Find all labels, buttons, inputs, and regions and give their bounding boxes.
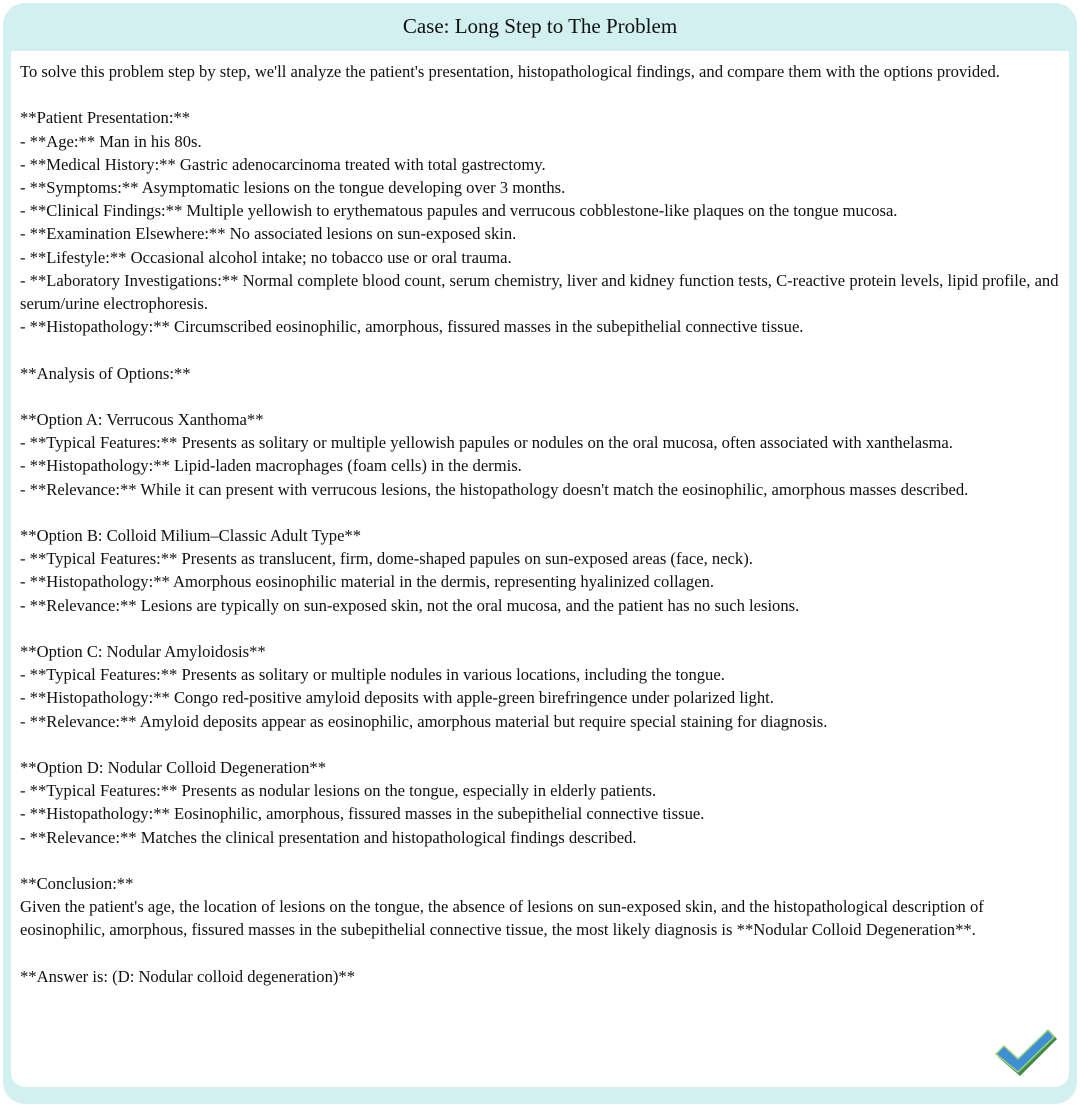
presentation-item-lifestyle: - **Lifestyle:** Occasional alcohol intake; no tobacco use or oral trauma. bbox=[20, 247, 512, 267]
spacer bbox=[20, 733, 1061, 756]
case-title: Case: Long Step to The Problem bbox=[402, 13, 678, 38]
spacer bbox=[20, 501, 1061, 524]
option-c-item: - **Typical Features:** Presents as solitary or multiple nodules in various locations, including the tongue. bbox=[20, 665, 725, 685]
option-c-item: - **Relevance:** Amyloid deposits appear as eosinophilic, amorphous material but require special staining for diagnosis. bbox=[20, 711, 828, 731]
option-c-item: - **Histopathology:** Congo red-positive amyloid deposits with apple-green birefringence under polarized light. bbox=[20, 688, 774, 708]
option-b-heading: **Option B: Colloid Milium–Classic Adult Type** bbox=[20, 526, 362, 545]
spacer bbox=[20, 338, 1061, 361]
option-d-item: - **Typical Features:** Presents as nodular lesions on the tongue, especially in elderly patients. bbox=[20, 781, 657, 801]
presentation-item-laboratory: - **Laboratory Investigations:** Normal complete blood count, serum chemistry, liver and kidney function tests, C-reactive protein levels, lipid profile, and serum/urine electrophoresis. bbox=[20, 270, 1059, 314]
spacer bbox=[20, 83, 1061, 106]
checkmark-icon bbox=[993, 1027, 1059, 1079]
presentation-item-examination: - **Examination Elsewhere:** No associated lesions on sun-exposed skin. bbox=[20, 224, 517, 244]
option-d-heading: **Option D: Nodular Colloid Degeneration** bbox=[20, 758, 327, 777]
checkmark-fill bbox=[996, 1030, 1054, 1072]
analysis-heading: **Analysis of Options:** bbox=[20, 363, 191, 383]
spacer bbox=[20, 385, 1061, 408]
presentation-item-history: - **Medical History:** Gastric adenocarcinoma treated with total gastrectomy. bbox=[20, 154, 546, 174]
intro-paragraph: To solve this problem step by step, we'll analyze the patient's presentation, histopathological findings, and compare them with the options provided. bbox=[20, 62, 1000, 81]
option-d-item: - **Histopathology:** Eosinophilic, amorphous, fissured masses in the subepithelial connective tissue. bbox=[20, 804, 705, 824]
option-d-item: - **Relevance:** Matches the clinical presentation and histopathological findings described. bbox=[20, 827, 637, 847]
conclusion-heading: **Conclusion:** bbox=[20, 874, 134, 893]
option-a-item: - **Histopathology:** Lipid-laden macrophages (foam cells) in the dermis. bbox=[20, 456, 522, 476]
option-b-item: - **Histopathology:** Amorphous eosinophilic material in the dermis, representing hyalinized collagen. bbox=[20, 572, 715, 592]
option-b-item: - **Relevance:** Lesions are typically on sun-exposed skin, not the oral mucosa, and the patient has no such lesions. bbox=[20, 595, 800, 615]
presentation-item-histopathology: - **Histopathology:** Circumscribed eosinophilic, amorphous, fissured masses in the subepithelial connective tissue. bbox=[20, 317, 804, 337]
presentation-item-symptoms: - **Symptoms:** Asymptomatic lesions on the tongue developing over 3 months. bbox=[20, 178, 566, 197]
presentation-heading: **Patient Presentation:** bbox=[20, 108, 191, 128]
option-c-heading: **Option C: Nodular Amyloidosis** bbox=[20, 642, 266, 661]
option-a-heading: **Option A: Verrucous Xanthoma** bbox=[20, 410, 264, 429]
spacer bbox=[20, 942, 1061, 965]
presentation-item-age: - **Age:** Man in his 80s. bbox=[20, 131, 202, 151]
spacer bbox=[20, 617, 1061, 640]
case-card bbox=[3, 3, 1077, 1104]
option-b-item: - **Typical Features:** Presents as translucent, firm, dome-shaped papules on sun-exposed areas (face, neck). bbox=[20, 549, 753, 569]
option-a-item: - **Typical Features:** Presents as solitary or multiple yellowish papules or nodules on the oral mucosa, often associated with xanthelasma. bbox=[20, 433, 953, 453]
spacer bbox=[20, 849, 1061, 872]
response-body bbox=[11, 51, 1069, 1087]
conclusion-text: Given the patient's age, the location of lesions on the tongue, the absence of lesions on sun-exposed skin, and the histopathological description of eosinophilic, amorphous, fissured masses in the subepithelial connective tissue, the most likely diagnosis is **Nodular Colloid Degeneration**. bbox=[20, 897, 984, 940]
option-a-item: - **Relevance:** While it can present with verrucous lesions, the histopathology doesn't match the eosinophilic, amorphous masses described. bbox=[20, 479, 969, 499]
presentation-item-clinical: - **Clinical Findings:** Multiple yellowish to erythematous papules and verrucous cobblestone-like plaques on the tongue mucosa. bbox=[20, 201, 898, 221]
final-answer: **Answer is: (D: Nodular colloid degeneration)** bbox=[20, 966, 356, 986]
